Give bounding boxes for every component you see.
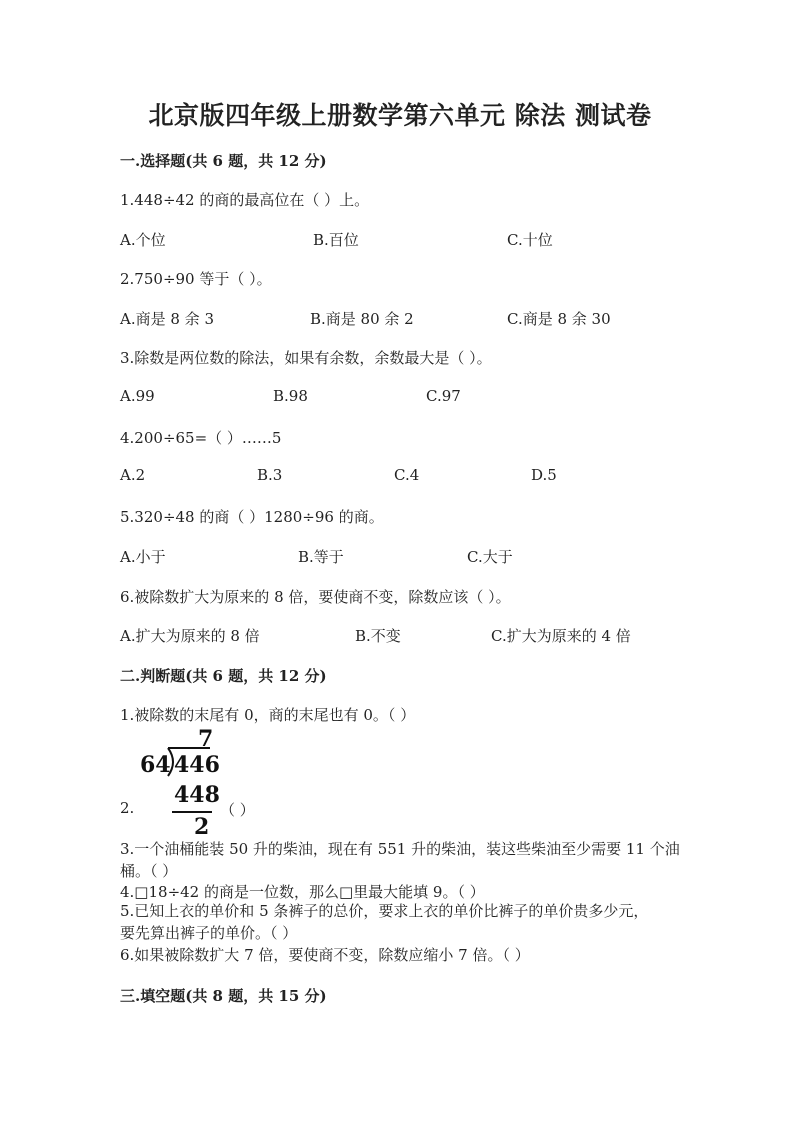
choice-3-option-c: C.97 (426, 387, 461, 405)
choice-4-option-d: D.5 (531, 466, 557, 484)
choice-2-option-a: A.商是 8 余 3 (120, 310, 214, 328)
judge-question-2-blank: （ ） (220, 801, 255, 819)
choice-4-option-a: A.2 (120, 466, 146, 484)
choice-question-3: 3.除数是两位数的除法，如果有余数，余数最大是（ ）。 (120, 349, 492, 367)
choice-3-option-a: A.99 (120, 387, 155, 405)
long-division-divisor: 64 (140, 752, 171, 778)
choice-2-option-c: C.商是 8 余 30 (507, 310, 611, 328)
choice-5-option-a: A.小于 (120, 548, 166, 566)
choice-1-option-a: A.个位 (120, 231, 166, 249)
choice-question-1: 1.448÷42 的商的最高位在（ ）上。 (120, 191, 370, 209)
choice-2-option-b: B.商是 80 余 2 (310, 310, 414, 328)
choice-question-2: 2.750÷90 等于（ ）。 (120, 270, 272, 288)
section-heading-choice: 一.选择题(共 6 题，共 12 分) (120, 152, 327, 170)
choice-6-option-b: B.不变 (355, 627, 401, 645)
judge-question-5: 5.已知上衣的单价和 5 条裤子的总价，要求上衣的单价比裤子的单价贵多少元，要先算出裤子的单价。（ ） (120, 902, 649, 942)
long-division-figure (140, 726, 260, 844)
long-division-quotient: 7 (198, 726, 214, 752)
choice-4-option-c: C.4 (394, 466, 420, 484)
choice-6-option-c: C.扩大为原来的 4 倍 (491, 627, 631, 645)
page-title: 北京版四年级上册数学第六单元 除法 测试卷 (148, 101, 652, 130)
choice-1-option-b: B.百位 (313, 231, 359, 249)
long-division-dividend: 446 (174, 752, 220, 778)
judge-question-2-number: 2. (120, 799, 135, 817)
choice-question-6: 6.被除数扩大为原来的 8 倍，要使商不变，除数应该（ ）。 (120, 588, 511, 606)
choice-question-4: 4.200÷65=（ ）……5 (120, 429, 282, 447)
judge-question-1: 1.被除数的末尾有 0，商的末尾也有 0。（ ） (120, 706, 416, 724)
long-division-product: 448 (174, 782, 220, 808)
section-heading-fill: 三.填空题(共 8 题，共 15 分) (120, 987, 327, 1005)
section-heading-judge: 二.判断题(共 6 题，共 12 分) (120, 667, 327, 685)
judge-question-3: 3.一个油桶能装 50 升的柴油，现在有 551 升的柴油，装这些柴油至少需要 11 个油桶。（ ） (120, 840, 680, 880)
judge-question-6: 6.如果被除数扩大 7 倍，要使商不变，除数应缩小 7 倍。（ ） (120, 946, 530, 964)
choice-4-option-b: B.3 (257, 466, 283, 484)
choice-3-option-b: B.98 (273, 387, 308, 405)
choice-1-option-c: C.十位 (507, 231, 553, 249)
choice-5-option-c: C.大于 (467, 548, 513, 566)
choice-6-option-a: A.扩大为原来的 8 倍 (120, 627, 260, 645)
judge-question-4: 4.□18÷42 的商是一位数，那么□里最大能填 9。（ ） (120, 883, 485, 901)
long-division-remainder: 2 (194, 814, 210, 840)
choice-question-5: 5.320÷48 的商（ ）1280÷96 的商。 (120, 508, 384, 526)
choice-5-option-b: B.等于 (298, 548, 344, 566)
